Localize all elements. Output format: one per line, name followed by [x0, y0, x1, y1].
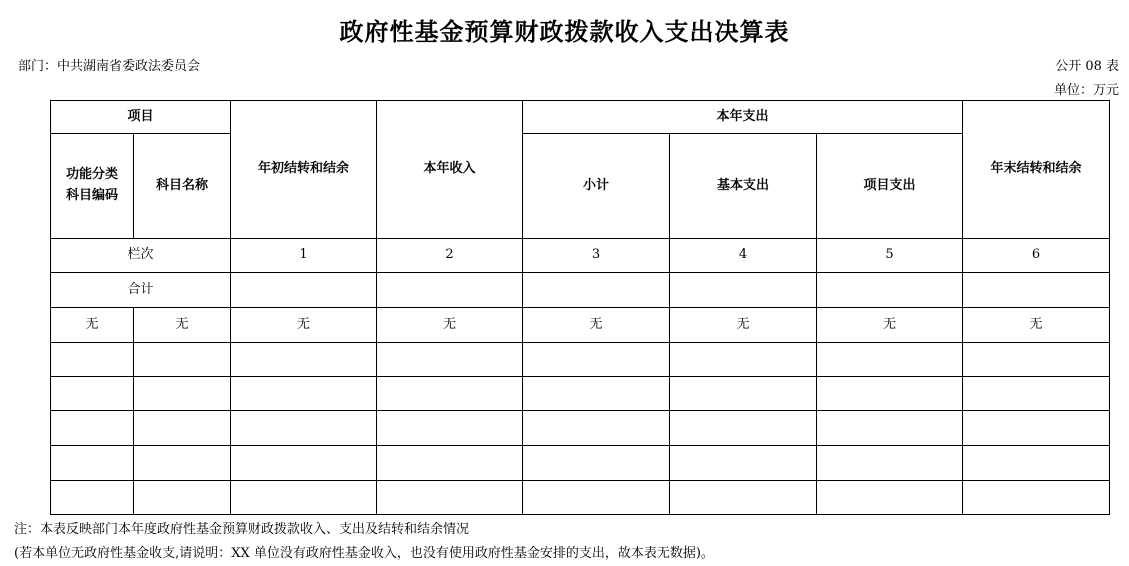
table-cell — [670, 481, 817, 515]
table-cell — [523, 377, 670, 411]
table-cell: 无 — [134, 308, 231, 343]
table-cell — [134, 446, 231, 481]
table-cell: 无 — [817, 308, 963, 343]
column-index: 1 — [231, 239, 377, 273]
table-row — [51, 446, 1110, 481]
table-cell: 无 — [377, 308, 523, 343]
table-cell: 无 — [51, 308, 134, 343]
table-cell — [377, 377, 523, 411]
table-cell — [51, 481, 134, 515]
table-cell — [963, 273, 1110, 308]
table-cell — [670, 411, 817, 446]
header-subject-name: 科目名称 — [134, 134, 231, 239]
header-project: 项目 — [51, 101, 231, 134]
column-index-label: 栏次 — [51, 239, 231, 273]
column-index: 5 — [817, 239, 963, 273]
page-title: 政府性基金预算财政拨款收入支出决算表 — [339, 18, 790, 46]
column-index: 4 — [670, 239, 817, 273]
report-table — [50, 100, 1110, 515]
table-cell — [231, 377, 377, 411]
table-cell: 无 — [963, 308, 1110, 343]
table-cell — [377, 273, 523, 308]
table-cell — [670, 446, 817, 481]
table-cell — [231, 411, 377, 446]
table-row — [51, 308, 1110, 343]
unit-label: 单位：万元 — [1053, 83, 1119, 98]
table-cell: 无 — [523, 308, 670, 343]
table-row — [51, 411, 1110, 446]
table-cell: 无 — [670, 308, 817, 343]
header-end-balance: 年末结转和结余 — [963, 101, 1110, 239]
table-cell — [51, 343, 134, 377]
table-cell — [817, 343, 963, 377]
column-index: 3 — [523, 239, 670, 273]
table-cell — [670, 273, 817, 308]
table-cell — [134, 481, 231, 515]
table-cell — [523, 343, 670, 377]
table-cell — [231, 446, 377, 481]
table-cell — [231, 273, 377, 308]
footnote-2: (若本单位无政府性基金收支,请说明：XX 单位没有政府性基金收入，也没有使用政府性基金安排的支出，故本表无数据)。 — [14, 546, 714, 561]
table-cell — [817, 377, 963, 411]
total-label: 合计 — [51, 273, 231, 308]
table-cell — [523, 273, 670, 308]
table-cell — [134, 343, 231, 377]
table-cell — [817, 481, 963, 515]
total-row — [51, 273, 1110, 308]
table-cell — [51, 411, 134, 446]
table-cell — [963, 377, 1110, 411]
table-cell — [817, 273, 963, 308]
table-cell — [51, 446, 134, 481]
table-cell — [231, 481, 377, 515]
footnote-1: 注：本表反映部门本年度政府性基金预算财政拨款收入、支出及结转和结余情况 — [14, 522, 470, 537]
table-cell — [377, 343, 523, 377]
header-subtotal: 小计 — [523, 134, 670, 239]
table-row — [51, 377, 1110, 411]
table-cell — [377, 481, 523, 515]
table-cell — [670, 377, 817, 411]
column-index: 6 — [963, 239, 1110, 273]
table-cell — [817, 446, 963, 481]
table-cell — [523, 411, 670, 446]
column-index: 2 — [377, 239, 523, 273]
table-cell — [51, 377, 134, 411]
table-cell — [523, 446, 670, 481]
table-cell — [377, 446, 523, 481]
table-cell: 无 — [231, 308, 377, 343]
table-cell — [377, 411, 523, 446]
table-cell — [963, 446, 1110, 481]
header-expense: 本年支出 — [523, 101, 963, 134]
table-cell — [817, 411, 963, 446]
table-cell — [963, 343, 1110, 377]
header-basic-expense: 基本支出 — [670, 134, 817, 239]
table-cell — [134, 411, 231, 446]
table-cell — [670, 343, 817, 377]
table-row — [51, 481, 1110, 515]
table-cell — [231, 343, 377, 377]
table-cell — [523, 481, 670, 515]
form-number: 公开 08 表 — [1055, 59, 1119, 74]
department-label: 部门：中共湖南省委政法委员会 — [18, 59, 201, 74]
header-func-code: 功能分类 科目编码 — [51, 134, 134, 239]
table-row — [51, 343, 1110, 377]
header-project-expense: 项目支出 — [817, 134, 963, 239]
column-index-row — [51, 239, 1110, 273]
header-income: 本年收入 — [377, 101, 523, 239]
table-cell — [963, 411, 1110, 446]
header-begin-balance: 年初结转和结余 — [231, 101, 377, 239]
table-cell — [134, 377, 231, 411]
table-cell — [963, 481, 1110, 515]
